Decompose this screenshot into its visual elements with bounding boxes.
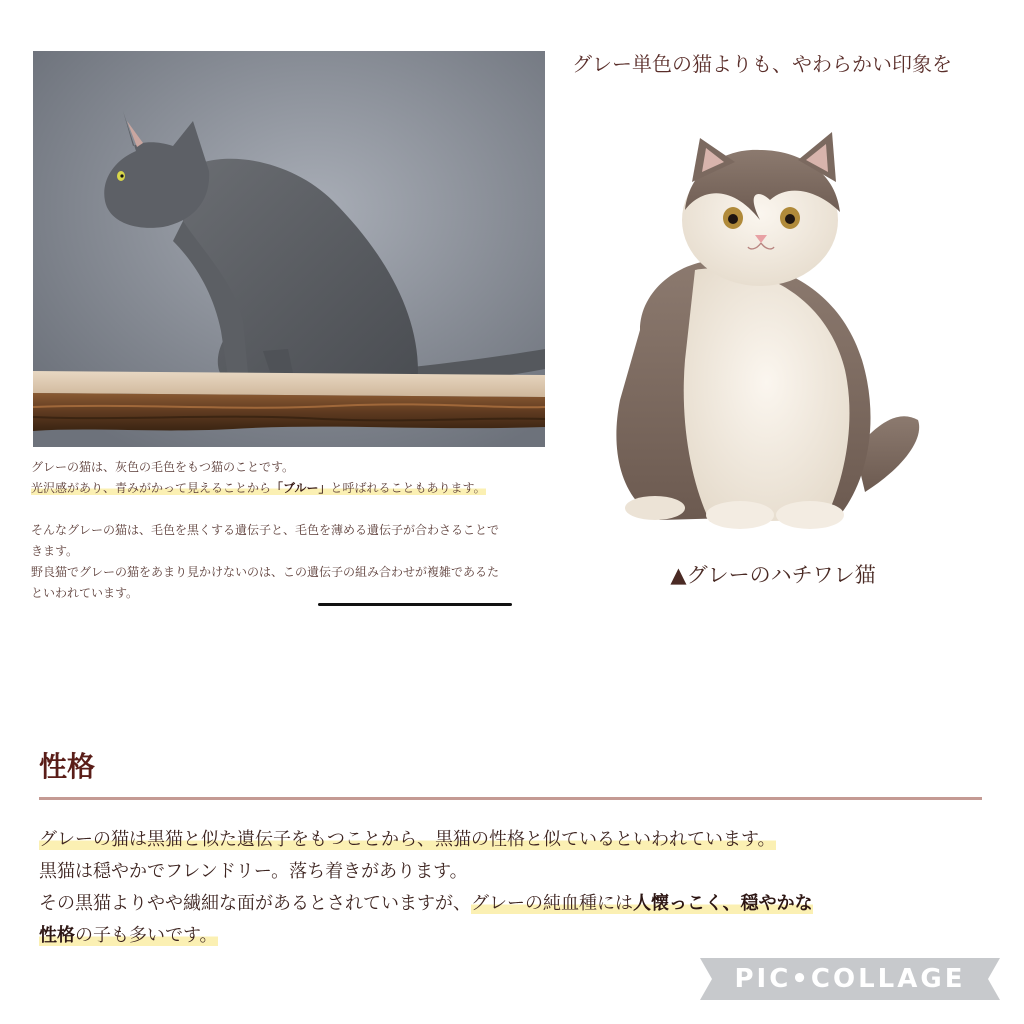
section-line1 — [39, 824, 989, 856]
left-paragraph1-line2-post: と呼ばれることもあります。 — [330, 481, 486, 495]
left-paragraph1-line2-strong: 「ブルー」 — [271, 481, 331, 495]
bicolor-kitten-photo — [600, 120, 930, 540]
gray-cat-photo — [33, 51, 545, 447]
left-article-text — [31, 457, 546, 604]
section-line3-highlight: グレーの純血種には — [471, 893, 633, 914]
left-paragraph2-line4: といわれています。 — [31, 586, 139, 600]
left-paragraph1-line1: グレーの猫は、灰色の毛色をもつ猫のことです。 — [31, 460, 295, 474]
section-line3-pre: その黒猫よりやや繊細な面があるとされていますが、 — [39, 893, 471, 914]
left-paragraph2-line3: 野良猫でグレーの猫をあまり見かけないのは、この遺伝子の組み合わせが複雑であるた — [31, 565, 500, 579]
left-paragraph1-line2-pre: 光沢感があり、青みがかって見えることから — [31, 481, 272, 495]
section-line4 — [39, 920, 989, 952]
section-body — [39, 824, 989, 952]
piccollage-watermark — [700, 958, 1000, 1000]
section-line3-strong: 人懐っこく、穏やかな — [633, 893, 813, 914]
right-top-text: グレー単色の猫よりも、やわらかい印象を — [572, 52, 952, 76]
left-paragraph2-line1: そんなグレーの猫は、毛色を黒くする遺伝子と、毛色を薄める遺伝子が合わさることで — [31, 523, 500, 537]
section-divider — [39, 797, 982, 800]
section-line3 — [39, 888, 989, 920]
kitten-caption: ▲グレーのハチワレ猫 — [670, 563, 876, 587]
left-paragraph2-line2: きます。 — [31, 544, 79, 558]
left-paragraph1-line2 — [31, 478, 546, 499]
watermark-text: PIC•COLLAGE — [734, 964, 966, 994]
home-indicator[interactable] — [318, 603, 512, 606]
section-line4-strong: 性格 — [39, 925, 75, 946]
paragraph-gap — [31, 499, 546, 520]
section-title: 性格 — [39, 750, 96, 783]
section-line2: 黒猫は穏やかでフレンドリー。落ち着きがあります。 — [39, 861, 468, 882]
section-line4-post: の子も多いです。 — [75, 925, 218, 946]
section-line1-highlight: グレーの猫は黒猫と似た遺伝子をもつことから、黒猫の性格と似ているといわれています。 — [39, 829, 776, 850]
